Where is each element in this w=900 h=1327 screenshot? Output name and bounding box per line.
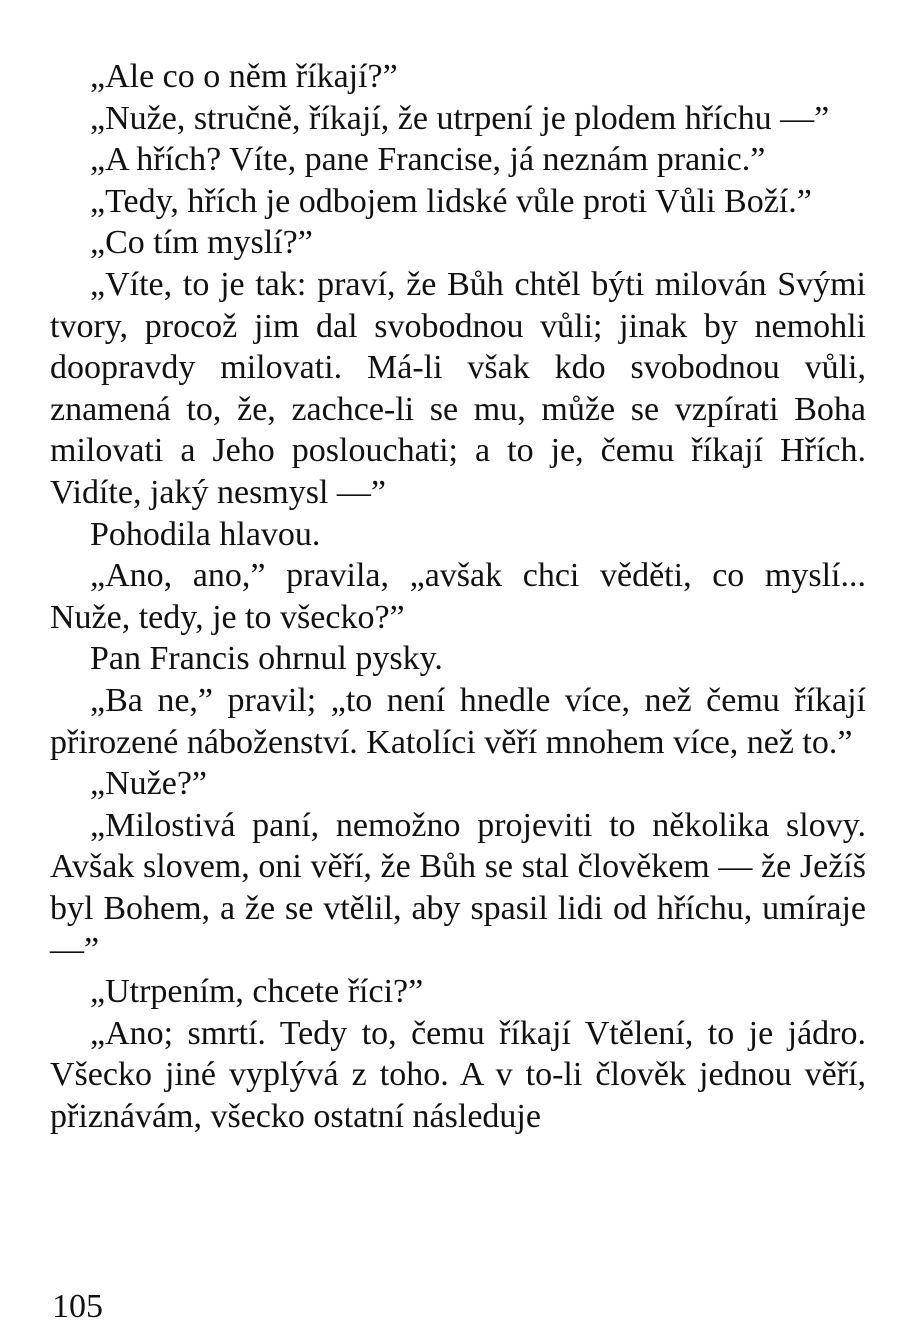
paragraph-2: „Nuže, stručně, říkají, že utrpení je plodem hříchu —”: [90, 99, 830, 137]
paragraph-8: „Ano, ano,” pravila, „avšak chci věděti, co myslí... Nuže, tedy, je to všecko?”: [50, 557, 866, 636]
paragraph-7: Pohodila hlavou.: [90, 515, 321, 553]
paragraph-10: „Ba ne,” pravil; „to není hnedle více, než čemu říkají přirozené náboženství. Katolíci věří mnohem více, než to.”: [50, 681, 866, 761]
paragraph-5: „Co tím myslí?”: [90, 224, 313, 262]
paragraph-12: „Milostivá paní, nemožno projeviti to několika slovy. Avšak slovem, oni věří, že Bůh se stal člověkem — že Ježíš byl Bohem, a že se vtělil, aby spasil lidi od hříchu, umíraje —”: [50, 806, 866, 969]
paragraph-9: Pan Francis ohrnul pysky.: [90, 640, 443, 678]
paragraph-13: „Utrpením, chcete říci?”: [90, 973, 424, 1011]
paragraph-14: „Ano; smrtí. Tedy to, čemu říkají Vtělení, to je jádro. Všecko jiné vyplývá z toho. A v to-li člověk jednou věří, přiznávám, všecko ostatní následuje: [50, 1014, 866, 1135]
paragraph-4: „Tedy, hřích je odbojem lidské vůle proti Vůli Boží.”: [90, 182, 812, 220]
paragraph-3: „A hřích? Víte, pane Francise, já neznám pranic.”: [90, 141, 766, 179]
page-number: 105: [52, 1288, 103, 1325]
page-text-body: [50, 56, 866, 1137]
paragraph-1: „Ale co o něm říkají?”: [90, 58, 398, 95]
paragraph-11: „Nuže?”: [90, 765, 208, 803]
paragraph-6: „Víte, to je tak: praví, že Bůh chtěl býti milován Svými tvory, procož jim dal svobodnou vůli; jinak by nemohli doopravdy milovati. Má-li však kdo svobodnou vůli, znamená to, že, zachce-li se mu, může se vzpírati Boha milovati a Jeho poslouchati; a to je, čemu říkají Hřích. Vidíte, jaký nesmysl —”: [50, 265, 866, 511]
